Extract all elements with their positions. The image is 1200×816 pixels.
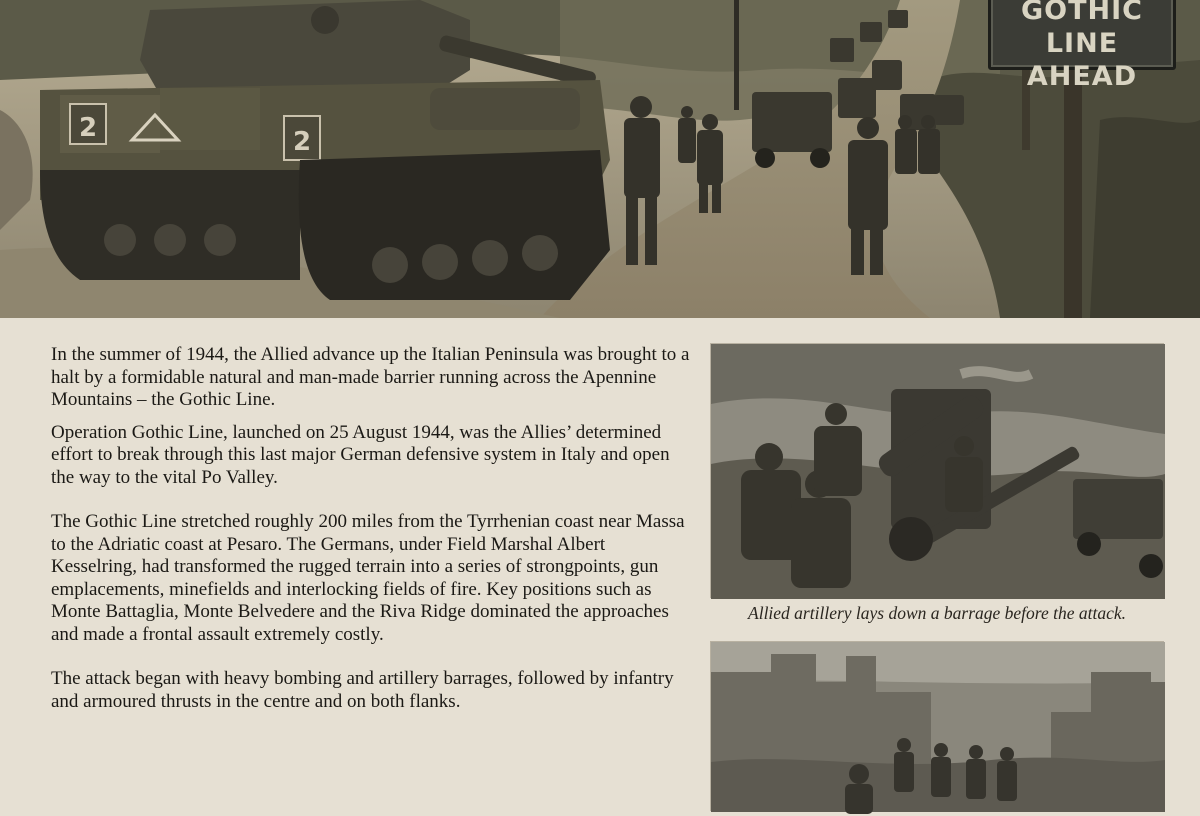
svg-text:2: 2 (78, 113, 98, 143)
article-body (51, 344, 691, 723)
sign-line-2: AHEAD (1026, 61, 1138, 92)
hero-photo (0, 0, 1200, 318)
artillery-photo (710, 343, 1164, 598)
gothic-line-sign (988, 0, 1176, 92)
paragraph-attack: The attack began with heavy bombing and artillery barrages, followed by infantry and armoured thrusts in the centre and on both flanks. (51, 668, 674, 712)
sign-line-1: GOTHIC LINE (1021, 0, 1143, 59)
artillery-caption: Allied artillery lays down a barrage before the attack. (748, 603, 1126, 623)
paragraph-intro: In the summer of 1944, the Allied advance up the Italian Peninsula was brought to a halt by a formidable natural and man-made barrier running across the Apennine Mountains – the Gothic Line. (51, 344, 690, 410)
paragraph-defences: The Gothic Line stretched roughly 200 miles from the Tyrrhenian coast near Massa to the Adriatic coast at Pesaro. The Germans, under Field Marshal Albert Kesselring, had transformed the rugged terrain into a series of strongpoints, gun emplacements, minefields and interlocking fields of fire. Key positions such as Monte Battaglia, Monte Belvedere and the Riva Ridge dominated the approaches and made a frontal assault extremely costly. (51, 511, 685, 645)
svg-text:2: 2 (292, 127, 312, 157)
paragraph-operation: Operation Gothic Line, launched on 25 August 1944, was the Allies’ determined effort to break through this last major German defensive system in Italy and open the way to the vital Po Valley. (51, 421, 670, 488)
ruined-town-photo (710, 641, 1164, 811)
